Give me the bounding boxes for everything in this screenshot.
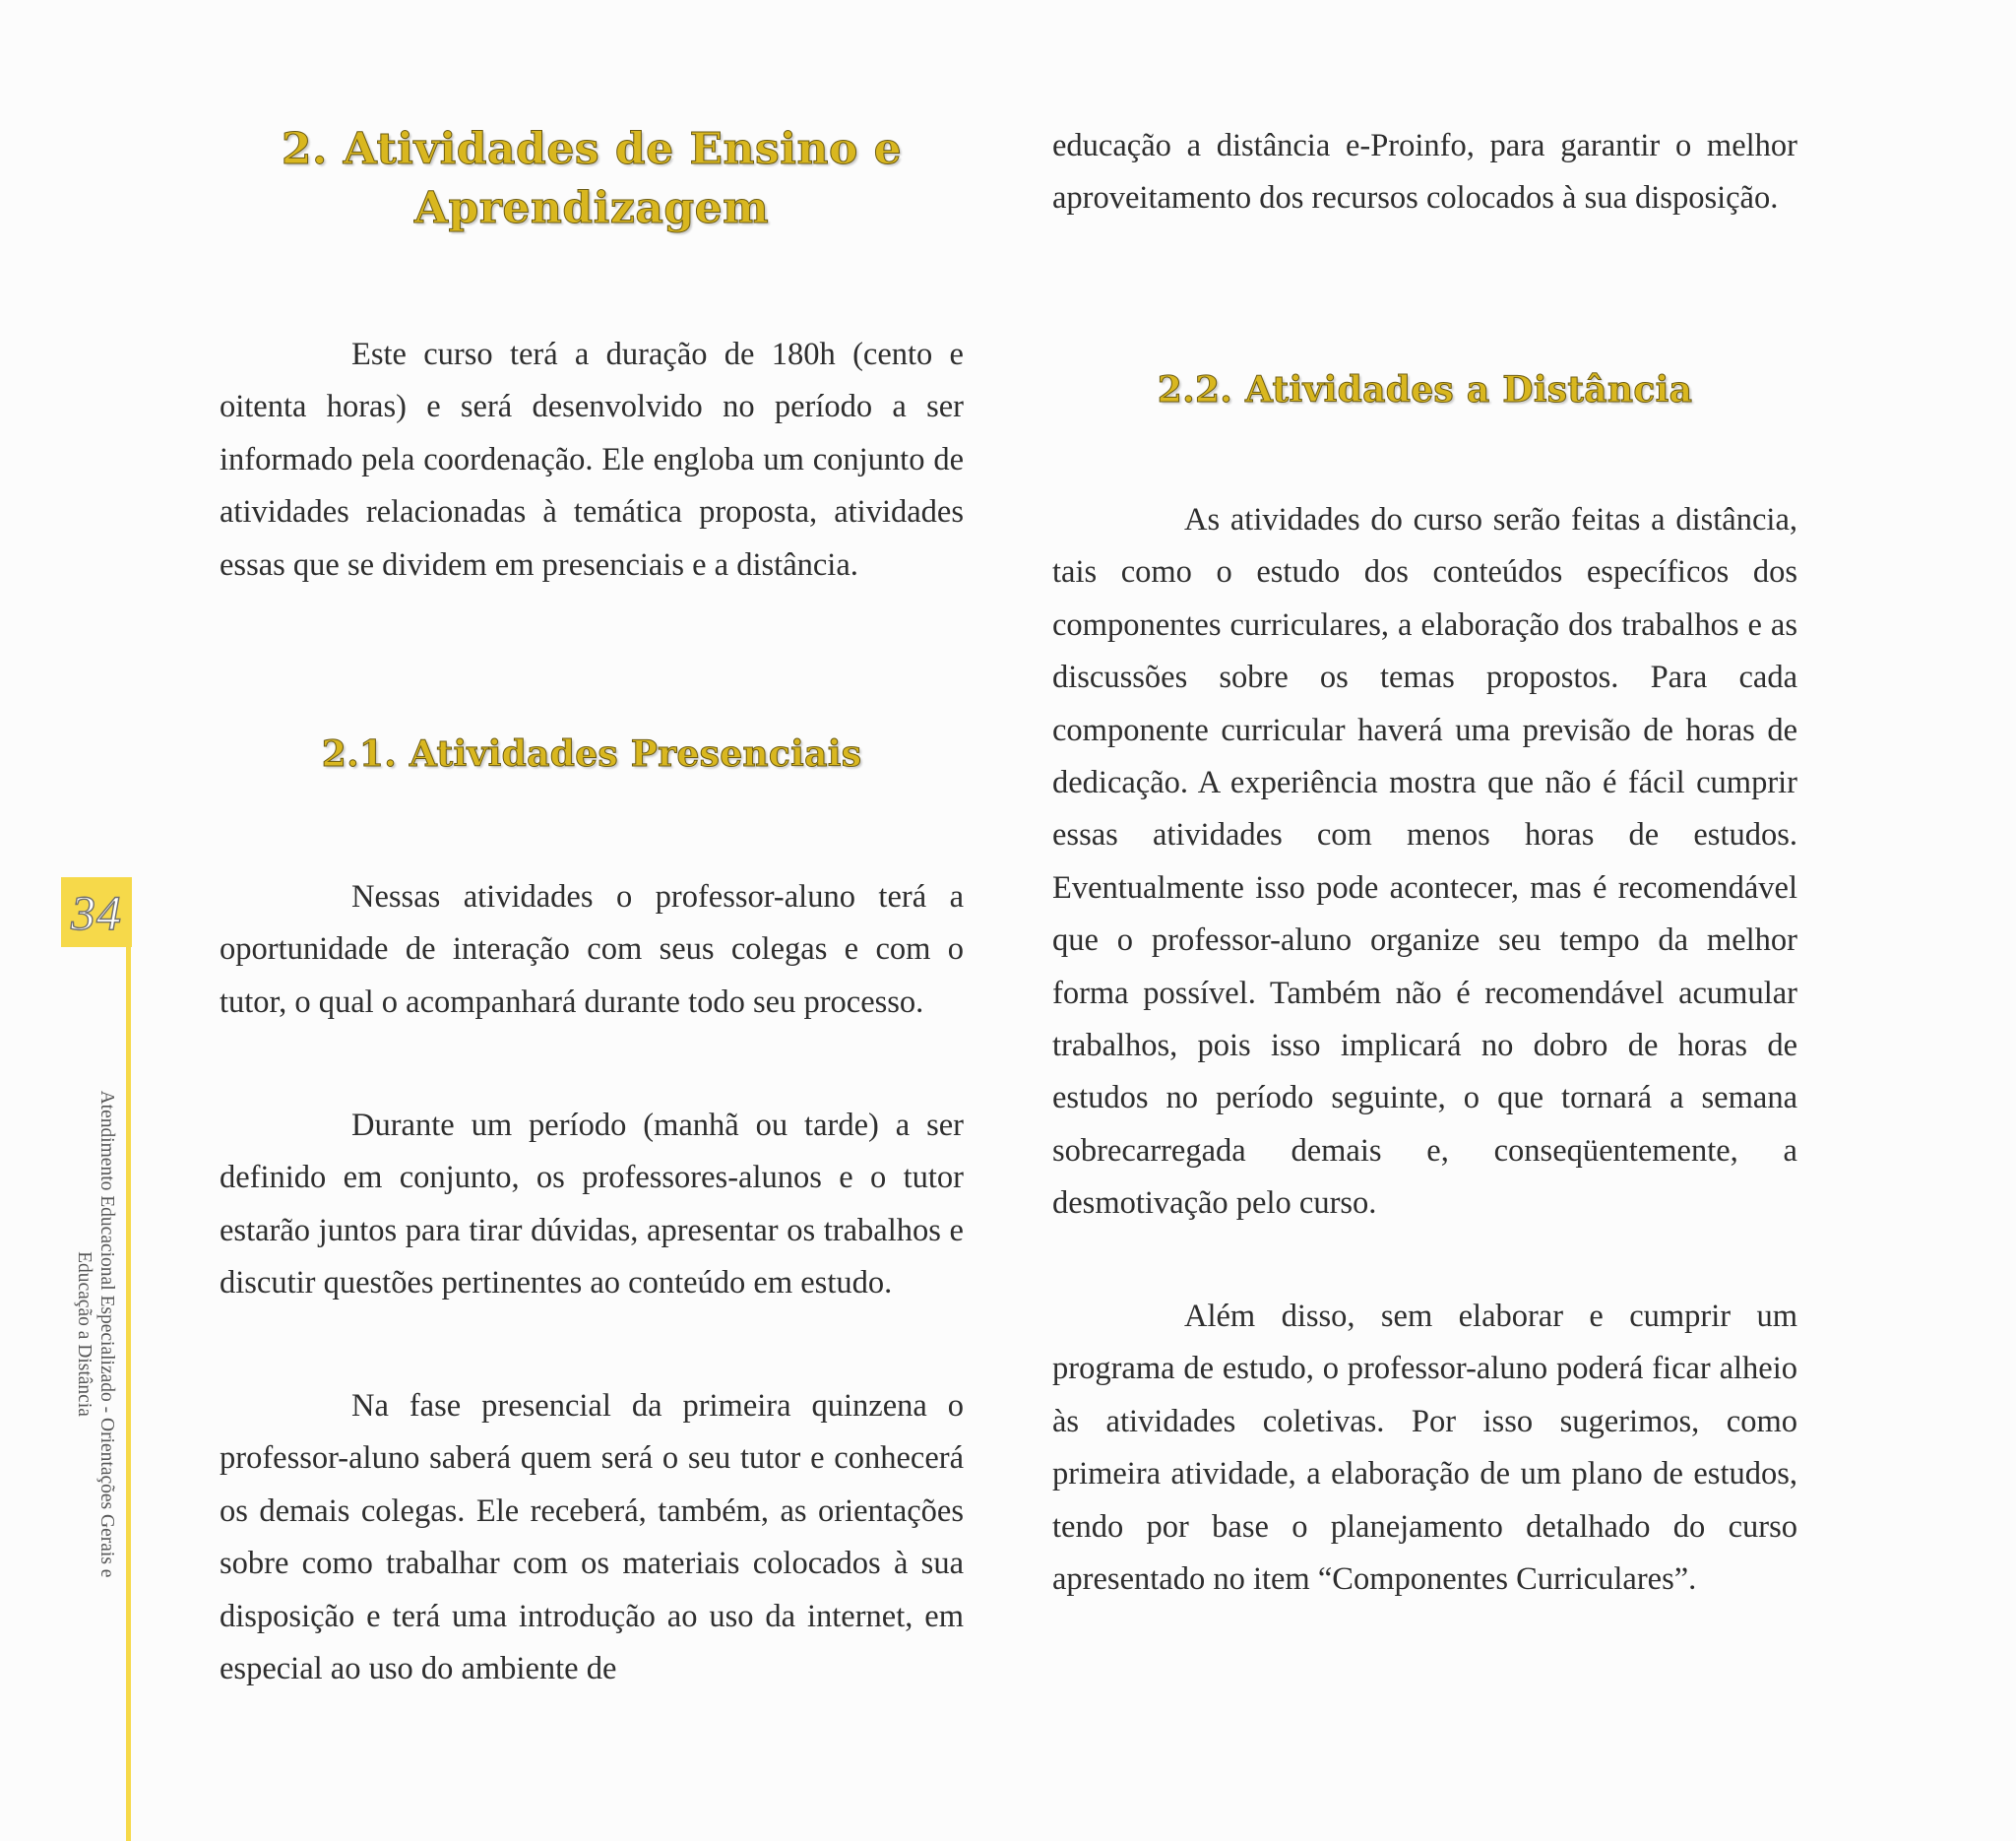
paragraph-presenciais-2: Durante um período (manhã ou tarde) a ser definido em conjunto, os professores-alunos e o tutor estarão juntos para tirar dúvidas, apresentar os trabalhos e discutir questões pertinentes ao conteúdo em estudo. bbox=[220, 1108, 964, 1301]
page-number-tab bbox=[61, 877, 132, 947]
subheading-presenciais: 2.1. Atividades Presenciais bbox=[321, 733, 862, 775]
section-heading: 2. Atividades de Ensino e Aprendizagem bbox=[281, 124, 903, 233]
page-number: 34 bbox=[71, 884, 122, 940]
paragraph-presenciais-1: Nessas atividades o professor-aluno terá a oportunidade de interação com seus colegas e com o tutor, o qual o acompanhará durante todo seu processo. bbox=[220, 879, 964, 1020]
running-title-line-1: Atendimento Educacional Especializado - Orientações Gerais e bbox=[96, 1090, 117, 1578]
subheading-distancia: 2.2. Atividades a Distância bbox=[1157, 369, 1693, 411]
running-title bbox=[73, 1058, 118, 1610]
intro-paragraph: Este curso terá a duração de 180h (cento e oitenta horas) e será desenvolvido no período a ser informado pela coordenação. Ele engloba um conjunto de atividades relacionadas à temática proposta, atividades essas que se dividem em presenciais e a distância. bbox=[220, 337, 964, 583]
continuation-paragraph: educação a distância e-Proinfo, para garantir o melhor aproveitamento dos recursos colocados à sua disposição. bbox=[1052, 128, 1797, 217]
paragraph-distancia-2: Além disso, sem elaborar e cumprir um programa de estudo, o professor-aluno poderá ficar alheio às atividades coletivas. Por isso sugerimos, como primeira atividade, a elaboração de um plano de estudos, tendo por base o planejamento detalhado do curso apresentado no item “Componentes Curriculares”. bbox=[1052, 1299, 1797, 1598]
margin-rule bbox=[126, 947, 131, 1841]
running-title-line-2: Educação a Distância bbox=[74, 1251, 94, 1417]
paragraph-distancia-1: As atividades do curso serão feitas a distância, tais como o estudo dos conteúdos específicos dos componentes curriculares, a elaboração dos trabalhos e as discussões sobre os temas propostos. Para cada componente curricular haverá uma previsão de horas de dedicação. A experiência mostra que não é fácil cumprir essas atividades com menos horas de estudos. Eventualmente isso pode acontecer, mas é recomendável que o professor-aluno organize seu tempo da melhor forma possível. Também não é recomendável acumular trabalhos, pois isso implicará no dobro de horas de estudos no período seguinte, o que tornará a semana sobrecarregada demais e, conseqüentemente, a desmotivação pelo curso. bbox=[1052, 502, 1797, 1222]
paragraph-presenciais-3: Na fase presencial da primeira quinzena o professor-aluno saberá quem será o seu tutor e conhecerá os demais colegas. Ele receberá, também, as orientações sobre como trabalhar com os materiais colocados à sua disposição e terá uma introdução ao uso da internet, em especial ao uso do ambiente de bbox=[220, 1388, 964, 1687]
